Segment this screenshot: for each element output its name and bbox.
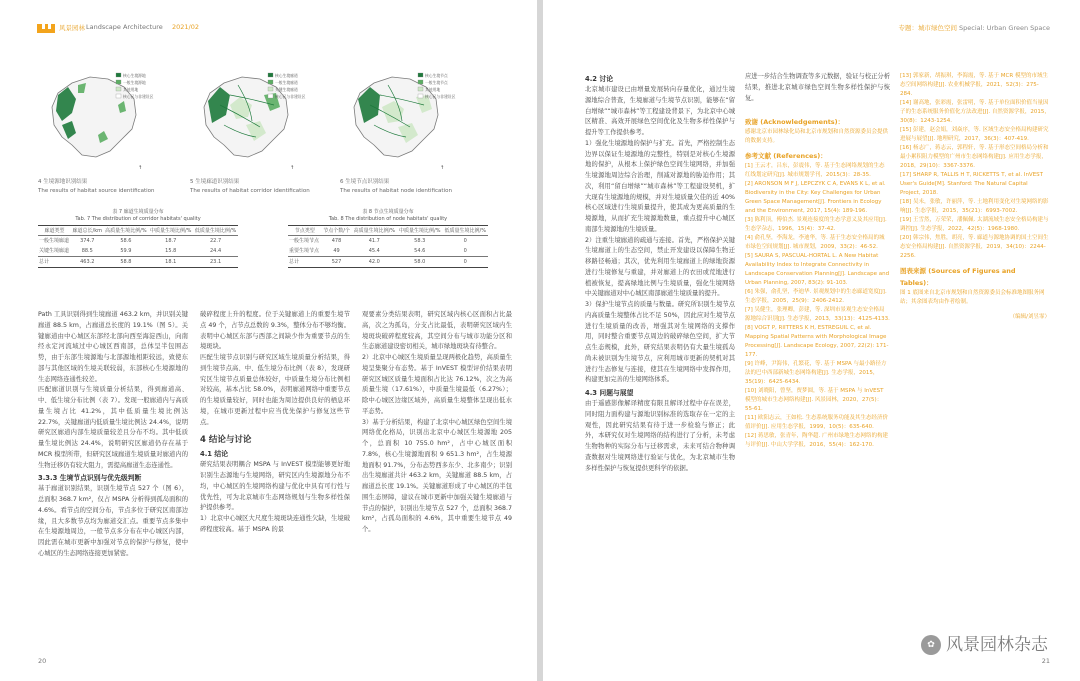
left-column-2	[200, 310, 350, 536]
legend-label: 核心生境源地	[123, 73, 146, 78]
paragraph: 基于廊道识别结果，识别生境节点 527 个（图 6），总面积 368.7 km²，仅占 MSPA 分析得到孤岛面积的 4.6%。看节点的空间分布，节点多位于研究区南部边缘，且大多数节点均为廊道交汇点。重要节点多集中在生境源地周边，一般节点多分布在中心城区内部，因此需在城市更新中加强对节点的保护与修复，使中心城区的生态网络连接更加紧密。	[38, 485, 188, 557]
reference-item: [6] 朱强，俞孔坚，李迪华. 景观规划中的生态廊道宽度[J]. 生态学报，2005，25(9)：2406-2412.	[745, 289, 887, 304]
paragraph: 2）注重生境廊道的疏通与连接。首先，严格保护关键生境廊道上的生态空间，禁止开发建设以保障生物迁移路径畅通；其次，优先利用生境廊道上的绿地资源进行生境修复与重建，并对廊道上的衣田或荒地进行植被恢复，提高绿地比例与生境质量，强化生境网络中关键廊道对中心城区南部廊道生境质量的提升。	[585, 236, 735, 298]
legend-swatch	[116, 87, 121, 91]
paragraph: 匹配廊道识别与生境质量分析结果，得到廊道高、中、低生境分布比例（表 7）。发现一般廊道内与高质量生境占比 41.2%，其中低质量生境比例达 22.7%，关键廊道内低质量生境比例达 24.4%，说明研究区廊道内部生境质量较差且分布不均。其中低质量生境比例达 24.4%，说明研究区廊道仍存在基于 MCR 模型所带，但研究区域廊道生境质量对廊道内的生物迁移仍有较大阻力，需提高廊道生态连通性。	[38, 386, 188, 469]
paragraph: 匹配生境节点识别与研究区域生境质量分析结果，得到生境节点高、中、低生境分布比例（表 8），发现研究区生境节点质量总体较好，中质量生境分布比例相对较高，基本占比 58.0%，表明廊道网络中重要节点的生境质量较好，同时也能为周边提供良好的栖息环境，在城市更新过程中应当优先保护与修复这些节点。	[200, 354, 350, 426]
section-heading-4: 4 结论与讨论	[200, 435, 252, 446]
legend-label: 其他用地	[123, 87, 139, 92]
references-heading: 参考文献 (References)：	[745, 152, 827, 160]
references-column-2	[900, 72, 1050, 322]
north-arrow: ↑	[290, 165, 295, 171]
header-issue: 2021/02	[172, 23, 200, 31]
right-page	[543, 0, 1080, 681]
legend-swatch	[418, 73, 423, 77]
reference-item: [15] 彭建，赵会娟，刘焱序，等. 区域生态安全格局构建研究进展与展望[J]. 地理研究，2017，36(3)：407-419.	[900, 127, 1049, 142]
paragraph: Path 工具识别得到生境廊道 463.2 km，并识别关键廊道 88.5 km，占廊道总长度的 19.1%（图 5）。关键廊道由中心城区东部经北部向西至海淀西山，向南经永定河流域过中心城区西南部，总体呈半包围态势，由于东部生境源地与北部源地相距较远，致使东部与其他区域的生境关联较弱，东部核心生境源地的生态网络连通性较差。	[38, 311, 188, 383]
sources-text: 图 1 底图来自北京市规划和自然资源委员会标准地图服务网站；其余图表均由作者绘制。	[900, 290, 1045, 305]
reference-item: [4] 俞孔坚，李海龙，李迪华，等. 基于生态安全格局的城市绿色空间规划[J]. 城市规划，2009，33(2)：46-52.	[745, 235, 885, 250]
header-brand: 风景园林	[59, 24, 85, 32]
page-number: 21	[1041, 657, 1050, 665]
table-7-title: 表 7 廊道生境质量分布	[112, 209, 164, 215]
reference-item: [1] 王云才，吕东，彭震伟，等. 基于生态网络规划的生态红线划定研究[J]. 城市规划学刊，2015(3)：28-35.	[745, 163, 885, 178]
legend-label: 核心生境廊道	[275, 73, 298, 78]
table-8: 表 8 节点生境质量分布 Tab. 8 The distribution of node habitats' quality 节点类型 节点个数/个 高质量生境比例/% 中质量生境比例/% 低质量生境比例/% 一般生境节点 478 41.7 58.3 0 重要生境节点 49 45.4 54.6 0 总计 527 42.0 58.0 0	[288, 209, 488, 268]
paragraph: 2）北京中心城区生境质量呈现两极化趋势，高质量生境呈集聚分布态势。基于 InVEST 模型评价结果表明研究区城区质量生境面积占比达 76.12%，次之为高质量生境（17.61%），中质量生境最低（6.27%）；除中心城区边缘区域外，高质量生境整体呈现出低水平态势。	[362, 354, 512, 415]
table-row: 关键生境廊道 88.5 59.9 15.8 24.4	[39, 247, 222, 254]
paragraph: 破碎程度上升的程度。位于关键廊道上的重要生境节点 49 个，占节点总数的 9.3%，整体分布不够均衡。表明中心城区东部与西部之间缺少作为重要节点的生境斑块。	[200, 311, 350, 351]
section-heading-4-1: 4.1 结论	[200, 450, 229, 459]
legend-swatch	[268, 94, 273, 98]
acknowledgements-heading: 致谢 (Acknowledgements)：	[745, 118, 845, 126]
reference-item: [2] ARONSON M F J, LEPCZYK C A, EVANS K L, et al. Biodiversity in the City: Key Challenges for Urban Green Space Management[J]. Frontiers in Ecology and the Environment, 2017, 15(4): 189-196.	[745, 181, 886, 214]
legend-label: 核心生境节点	[425, 73, 448, 78]
legend-label: 一般生境节点	[425, 80, 448, 85]
legend-label: 其他用地	[425, 87, 441, 92]
map-figure-4	[38, 65, 154, 175]
reference-item: [11] 欧阳志云，王如松. 生态系统服务功能及其生态经济价值评价[J]. 应用生态学报，1999，10(5)：635-640.	[745, 415, 889, 430]
acknowledgements-text: 感谢北京市园林绿化局和北京市规划和自然资源委员会提供的数据支持。	[745, 129, 889, 144]
table-row: 重要生境节点 49 45.4 54.6 0	[289, 247, 467, 254]
legend-swatch	[116, 94, 121, 98]
sources-heading: 图表来源 (Sources of Figures and Tables)：	[900, 267, 1016, 287]
reference-item: [17] SHARP R, TALLIS H T, RICKETTS T, et al. InVEST User's Guide[M]. Stanford: The Natural Capital Project, 2018.	[900, 172, 1044, 196]
figure-5-caption: 5 生境廊道识别结果 The results of habitat corridor identification	[190, 179, 310, 194]
paragraph: 3）基于分析结果，构建了北京中心城区绿色空间生境网络优化格局，识别出北京中心城区生境源地 205 个，总面积 10 755.0 hm²，占中心城区面积 7.8%，核心生境源地面积 9 651.3 hm²，占生境源地面积 91.7%，分布态势西多东少、北多南少；识别出生境廊道共计 463.2 km，关键廊道 88.5 km，占廊道总长度 19.1%。关键廊道形成了中心城区的半包围生态屏障，建议在城市更新中加强关键生境廊道与节点的保护，识别出生境节点 527 个，总面积 368.7 km²，占孤岛面积的 4.6%，其中重要生境节点 49 个。	[362, 418, 512, 533]
legend-label: 关键生境廊道	[275, 87, 298, 92]
paragraph: 1）北京中心城区大尺度生境斑块连通性欠缺，生境破碎程度较高。基于 MSPA 的景	[200, 515, 350, 533]
legend-swatch	[418, 94, 423, 98]
legend-label: 核心区与非建设区	[123, 94, 154, 99]
left-column-3	[362, 310, 512, 536]
figure-5-map	[190, 65, 306, 175]
figure-6-caption: 6 生境节点识别结果 The results of habitat node identification	[340, 179, 452, 194]
reference-item: [12] 蒋思敏，张青年，陶华超. 广州市绿地生态网络的构建与评价[J]. 中山大学学报，2016，55(4)：162-170.	[745, 433, 889, 448]
paragraph: 3）保护生境节点的质量与数量。研究所识别生境节点内高质量生境整体占比不足 50%，因此应对生境节点进行生境质量的改善，增强其对生境网络的支撑作用，同时整合重要节点周边的破碎绿色空间，扩大节点生态规模，此外，研究结果表明仍有大量生境孤岛尚未被识别为生境节点，应利用城市更新的契机对其进行生态修复与连接，使其在生境网络中发挥作用，构建更加完善的生境网络体系。	[585, 301, 735, 384]
paragraph: 1）强化生境源地的保护与扩充。首先，严格控制生态边界以保证生境源地的完整性，特别是对核心生境源地的保护，从根本上保护绿色空间生境网络，并加强生境源地周边综合治理，削减对源地的胁迫作用；其次，利用“留白增绿”“城市森林”等工程建设契机，扩大现有生境源地的规模，并对生境质量欠佳的近 40% 核心区域进行生境质量提升，使其成为更高质量的生境源地，从而扩充生境源地数量，重点提升中心城区南部生境源地的生境质量。	[585, 139, 735, 233]
legend-label: 核心区与非建设区	[425, 94, 456, 99]
legend-swatch	[268, 80, 273, 84]
logo-icon	[37, 24, 55, 33]
table-8-title: 表 8 节点生境质量分布	[362, 209, 414, 215]
table-row: 一般生境廊道 374.7 58.6 18.7 22.7	[39, 237, 222, 244]
figure-4-caption: 4 生境源地识别结果 The results of habitat source identification	[38, 179, 155, 194]
north-arrow: ↑	[138, 165, 143, 171]
section-heading-3-3-3: 3.3.3 生境节点识别与优先级判断	[38, 474, 142, 483]
reference-item: [3] 陈利顶，傅伯杰. 景观连接度的生态学意义及其应用[J]. 生态学杂志，1996，15(4)：37-42.	[745, 217, 887, 232]
reference-item: [10] 刘晓阳，曾坚，贾梦圆，等. 基于 MSPA 与 InVEST 模型的城市生态网络构建[J]. 风景园林，2020，27(5)：55-61.	[745, 388, 884, 412]
left-column-1	[38, 310, 188, 560]
table-7: 表 7 廊道生境质量分布 Tab. 7 The distribution of corridor habitats' quality 廊道类型 廊道总长/km 高质量生境比例/% 中质量生境比例/% 低质量生境比例/% 一般生境廊道 374.7 58.6 18.7 22.7 关键生境廊道 88.5 59.9 15.8 24.4 总计 463.2 58.8 18.1 23.1	[38, 209, 238, 268]
header-title: Landscape Architecture	[86, 23, 163, 31]
figure-6-map	[340, 65, 456, 175]
table-row: 总计 463.2 58.8 18.1 23.1	[38, 257, 238, 268]
references-column-1	[745, 112, 890, 450]
header-section: 专题：城市绿色空间 Special: Urban Green Space	[898, 24, 1050, 32]
legend-swatch	[268, 73, 273, 77]
right-column-1	[585, 72, 735, 474]
map-figure-6	[340, 65, 456, 175]
watermark: ✿ 风景园林杂志	[921, 630, 1048, 655]
figure-4-map	[38, 65, 154, 175]
legend-label: 一般生境廊道	[275, 80, 298, 85]
paragraph: 观要素分类结果表明，研究区域内核心区面积占比最高，次之为孤岛，分支占比最低，表明研究区域内生境斑块破碎程度较高，其空间分布与城市功能分区和生态廊道建设密切相关，城市绿地斑块有待整合。	[362, 311, 512, 351]
reference-item: [18] 吴未，张敏，许丽萍，等. 土地利用变化对生境网络的影响[J]. 生态学报，2015，35(21)：6993-7002.	[900, 199, 1049, 214]
reference-item: [9] 许峰，尹海伟，孔繁花，等. 基于 MSPA 与最小路径方法的巴中西部新城生态网络构建[J]. 生态学报，2015，35(19)：6425-6434.	[745, 361, 887, 385]
legend-label: 一般生境源地	[123, 80, 146, 85]
editor-note: （编辑/刘昱霏）	[1009, 314, 1050, 320]
reference-item: [20] 韩宗伟，焦胜，胡亮，等. 廊道与源地协调的国土空间生态安全格局构建[J]. 自然资源学报，2019，34(10)：2244-2256.	[900, 235, 1049, 259]
legend-swatch	[116, 73, 121, 77]
left-page	[0, 0, 537, 681]
map-figure-5	[190, 65, 306, 175]
reference-item: [14] 谢高地，张彩霞，张雷明，等. 基于单位面积价值当量因子的生态系统服务价值化方法改进[J]. 自然资源学报，2015，30(8)：1243-1254.	[900, 100, 1050, 124]
wechat-icon: ✿	[921, 635, 941, 655]
reference-item: [8] VOGT P, RIITTERS K H, ESTREGUIL C, et al. Mapping Spatial Patterns with Morphological Image Processing[J]. Landscape Ecology, 2007, 22(2): 171-177.	[745, 325, 889, 358]
reference-item: [7] 吴健生，张理卿，彭建，等. 深圳市景观生态安全格局源地综合识别[J]. 生态学报，2013，33(13)：4125-4133.	[745, 307, 890, 322]
reference-item: [19] 王雪然，万荣荣，潘佩佩. 太湖流域生态安全格局构建与调控[J]. 生态学报，2022，42(5)：1968-1980.	[900, 217, 1049, 232]
paragraph: 由于遥感影像解译精度有限且解译过程中存在误差，同时阻力面构建与源地识别标准的选取存在一定的主观性，因此研究结果有待于进一步检验与修正；此外，本研究仅对生境网络的结构进行了分析，未考虑生物物种的实际分布与迁移需求，未来可结合物种调查数据对生境网络进行验证与优化，为北京城市生物多样性保护与恢复提供更科学的依据。	[585, 400, 735, 472]
table-8-title-en: Tab. 8 The distribution of node habitats' quality	[328, 216, 448, 222]
legend-swatch	[418, 87, 423, 91]
reference-item: [5] SAURA S, PASCUAL-HORTAL L. A New Habitat Availability Index to Integrate Connectivity in Landscape Conservation Planning[J]. Landscape and Urban Planning, 2007, 83(2): 91-103.	[745, 253, 890, 286]
legend-swatch	[418, 80, 423, 84]
legend-swatch	[116, 80, 121, 84]
right-column-2	[745, 72, 890, 104]
north-arrow: ↑	[440, 165, 445, 171]
page-number: 20	[38, 657, 47, 665]
paragraph: 研究结果表明耦合 MSPA 与 InVEST 模型能够更好地识别生态源地与生境网络，研究区内生境源地分布不均，中心城区的生境网络构建与优化中具有可行性与优先性，可为北京城市生态网络规划与生物多样性保护提供参考。	[200, 461, 350, 512]
paragraph: 应进一步结合生物调查等多元数据，验证与校正分析结果，推进北京城市绿色空间生物多样性保护与恢复。	[745, 73, 890, 102]
table-row: 总计 527 42.0 58.0 0	[288, 257, 488, 268]
paragraph: 北京城市建设已由增量发展转向存量优化，通过生境源地综合普查，生境廊道与生境节点识别，能够在“留白增绿”“城市森林”等工程建设背景下，为北京中心城区精准、高效开展绿色空间优化及生物多样性保护与提升等工作提供参考。	[585, 86, 735, 136]
legend-swatch	[268, 87, 273, 91]
reference-item: [13] 郭家新，胡振琪，李海霞，等. 基于 MCR 模型的市域生态空间网络构建[J]. 农业机械学报，2021，52(3)：275-284.	[900, 73, 1048, 97]
reference-item: [16] 杨志广，蒋志云，郭程轩，等. 基于形态空间格局分析和最小累积阻力模型的广州市生态网络构建[J]. 应用生态学报，2018，29(10)：3367-3376.	[900, 145, 1049, 169]
section-heading-4-3: 4.3 问题与展望	[585, 389, 634, 397]
legend-label: 核心区与非建设区	[275, 94, 306, 99]
table-7-title-en: Tab. 7 The distribution of corridor habitats' quality	[75, 216, 201, 222]
section-heading-4-2: 4.2 讨论	[585, 75, 614, 83]
table-row: 一般生境节点 478 41.7 58.3 0	[289, 237, 467, 244]
